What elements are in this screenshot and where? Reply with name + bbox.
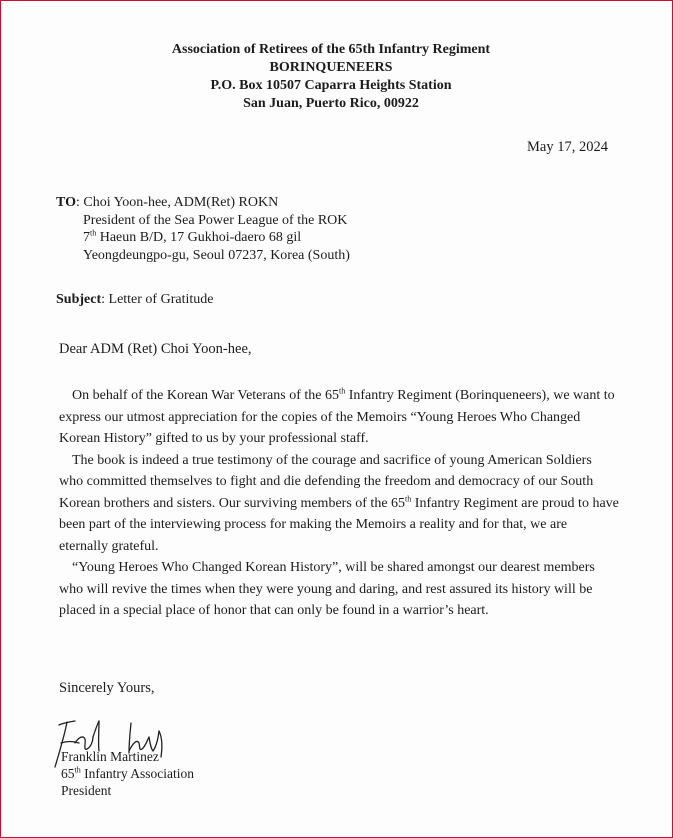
org-ordinal: 65 — [61, 766, 75, 781]
p1-text-start: On behalf of the Korean War Veterans of the 65 — [72, 388, 339, 403]
salutation: Dear ADM (Ret) Choi Yoon-hee, — [59, 341, 252, 357]
recipient-name: Choi Yoon-hee, ADM(Ret) ROKN — [83, 195, 279, 210]
p2-ordinal-suffix: th — [405, 493, 412, 503]
to-label: TO — [56, 195, 76, 210]
body-paragraph-2 — [59, 450, 619, 558]
subject-line — [56, 292, 213, 308]
address-ordinal-suffix: th — [90, 228, 97, 238]
letterhead — [1, 41, 661, 113]
org-rest: Infantry Association — [80, 766, 194, 781]
closing: Sincerely Yours, — [59, 680, 155, 696]
signature-block — [61, 748, 194, 799]
org-name: Association of Retirees of the 65th Infantry Regiment — [171, 42, 491, 57]
letter-body — [59, 385, 619, 622]
recipient-line-name: TO: Choi Yoon-hee, ADM(Ret) ROKN — [56, 195, 279, 210]
p2-text-start: The book is indeed a true testimony of the courage and sacrifice of young American Soldiers who committed themselves to fight and die defending the freedom and democracy of our South Korean brothers and sisters. Our surviving members of the 65 — [59, 452, 594, 511]
p1-ordinal-suffix: th — [338, 386, 346, 396]
address-ordinal: 7 — [83, 230, 90, 245]
subject-label: Subject — [56, 292, 102, 307]
org-ordinal-suffix: th — [74, 765, 81, 775]
recipient-title: President of the Sea Power League of the ROK — [83, 212, 348, 228]
org-city: San Juan, Puerto Rico, 00922 — [243, 96, 419, 111]
org-po-box: P.O. Box 10507 Caparra Heights Station — [210, 78, 452, 93]
p1-text-end: Infantry Regiment (Borinqueneers), we want to express our utmost appreciation for the copies of the Memoirs “Young Heroes Who Changed Korean History” gifted to us by your professional staff. — [59, 388, 615, 446]
recipient-address-line2: Yeongdeungpo-gu, Seoul 07237, Korea (South) — [83, 247, 350, 263]
signatory-org — [61, 765, 194, 782]
subject-text: : Letter of Gratitude — [101, 292, 214, 307]
body-paragraph-3: “Young Heroes Who Changed Korean History”, will be shared amongst our dearest members who will revive the times when they were young and daring, and rest assured its history will be placed in a special place of honor that can only be found in a warrior’s heart. — [59, 560, 595, 618]
body-paragraph-1 — [59, 385, 619, 450]
signatory-name: Franklin Martinez — [61, 749, 159, 764]
recipient-address-line1 — [56, 229, 350, 247]
p2-text-end: Infantry Regiment are proud to have been part of the interviewing process for making the Memoirs a reality and for that, we are eternally grateful. — [59, 495, 619, 554]
signatory-title: President — [61, 783, 112, 798]
recipient-block — [56, 194, 350, 264]
letter-date: May 17, 2024 — [527, 139, 608, 155]
org-nickname: BORINQUENEERS — [269, 60, 393, 75]
address-rest: Haeun B/D, 17 Gukhoi-daero 68 gil — [96, 230, 302, 245]
